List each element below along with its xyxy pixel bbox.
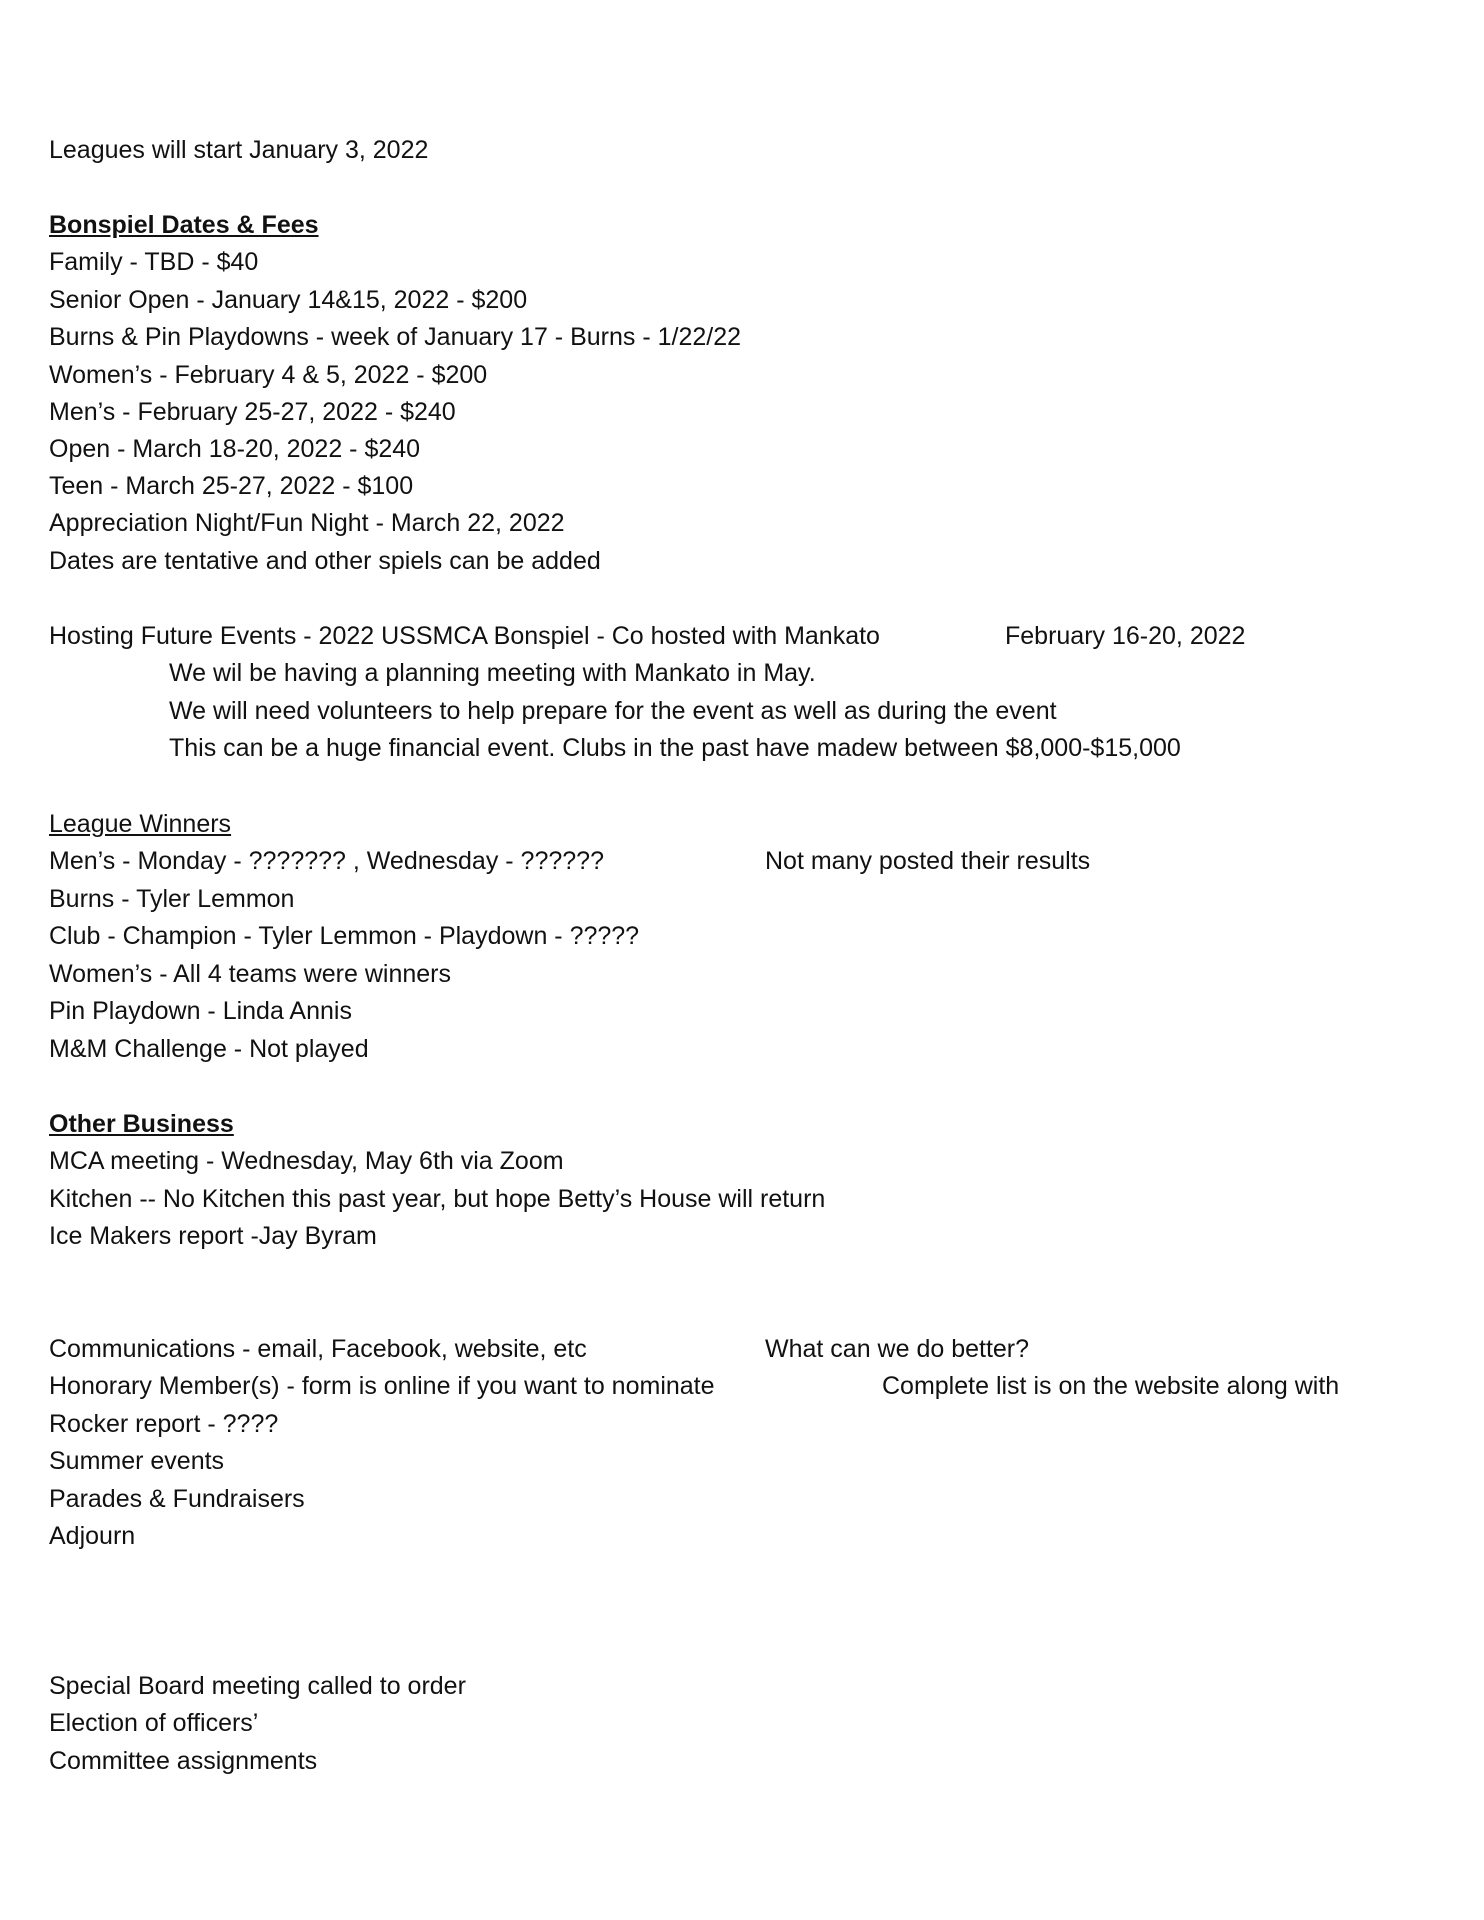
hosting-events-text: Hosting Future Events - 2022 USSMCA Bonspiel - Co hosted with Mankato xyxy=(49,622,880,650)
bonspiel-item: Family - TBD - $40 xyxy=(49,248,259,276)
league-winner-item: Pin Playdown - Linda Annis xyxy=(49,997,352,1025)
league-winners-heading: League Winners xyxy=(49,810,232,838)
hosting-event-date: February 16-20, 2022 xyxy=(1005,622,1246,650)
bonspiel-item: Senior Open - January 14&15, 2022 - $200 xyxy=(49,286,528,314)
misc-item: Rocker report - ???? xyxy=(49,1410,279,1438)
misc-item: Summer events xyxy=(49,1447,225,1475)
league-winner-item: Club - Champion - Tyler Lemmon - Playdown - ????? xyxy=(49,922,640,950)
honorary-members-text: Honorary Member(s) - form is online if you want to nominate xyxy=(49,1372,715,1400)
misc-item: Parades & Fundraisers xyxy=(49,1485,305,1513)
bonspiel-item: Appreciation Night/Fun Night - March 22, 2022 xyxy=(49,509,565,537)
leagues-start-text: Leagues will start January 3, 2022 xyxy=(49,136,429,164)
league-winner-item: Burns - Tyler Lemmon xyxy=(49,885,295,913)
mens-winners-text: Men’s - Monday - ??????? , Wednesday - ?????? xyxy=(49,847,604,875)
other-business-heading: Other Business xyxy=(49,1110,234,1138)
bonspiel-item: Teen - March 25-27, 2022 - $100 xyxy=(49,472,414,500)
special-board-item: Election of officers’ xyxy=(49,1709,259,1737)
league-winner-item: M&M Challenge - Not played xyxy=(49,1035,369,1063)
hosting-note: This can be a huge financial event. Clubs in the past have madew between $8,000-$15,000 xyxy=(169,734,1181,762)
other-business-item: Kitchen -- No Kitchen this past year, but hope Betty’s House will return xyxy=(49,1185,826,1213)
league-winner-item: Women’s - All 4 teams were winners xyxy=(49,960,452,988)
special-board-item: Special Board meeting called to order xyxy=(49,1672,466,1700)
other-business-item: MCA meeting - Wednesday, May 6th via Zoom xyxy=(49,1147,564,1175)
special-board-item: Committee assignments xyxy=(49,1747,318,1775)
hosting-note: We wil be having a planning meeting with Mankato in May. xyxy=(169,659,816,687)
hosting-note: We will need volunteers to help prepare for the event as well as during the event xyxy=(169,697,1057,725)
communications-text: Communications - email, Facebook, website, etc xyxy=(49,1335,587,1363)
bonspiel-heading: Bonspiel Dates & Fees xyxy=(49,211,319,239)
adjourn-text: Adjourn xyxy=(49,1522,136,1550)
bonspiel-item: Men’s - February 25-27, 2022 - $240 xyxy=(49,398,456,426)
mens-winners-note: Not many posted their results xyxy=(765,847,1091,875)
honorary-members-note: Complete list is on the website along with xyxy=(882,1372,1340,1400)
bonspiel-item: Open - March 18-20, 2022 - $240 xyxy=(49,435,421,463)
bonspiel-item: Women’s - February 4 & 5, 2022 - $200 xyxy=(49,361,488,389)
bonspiel-item: Burns & Pin Playdowns - week of January 17 - Burns - 1/22/22 xyxy=(49,323,742,351)
communications-note: What can we do better? xyxy=(765,1335,1030,1363)
bonspiel-note: Dates are tentative and other spiels can be added xyxy=(49,547,601,575)
other-business-item: Ice Makers report -Jay Byram xyxy=(49,1222,377,1250)
